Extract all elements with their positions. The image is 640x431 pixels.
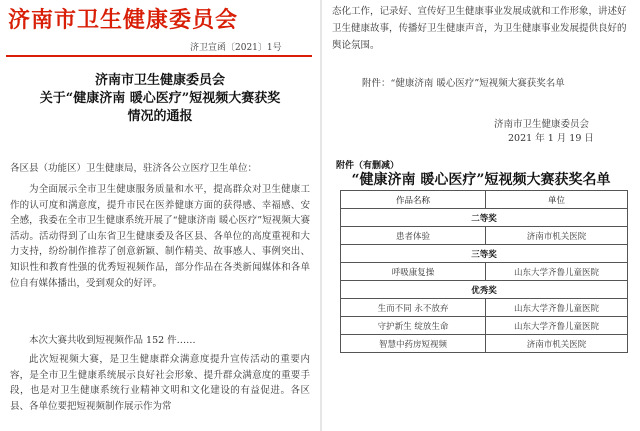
unit-name: 山东大学齐鲁儿童医院: [486, 263, 628, 281]
annex-title: “健康济南 暖心医疗”短视频大赛获奖名单: [351, 172, 611, 188]
doc-title-line2: 关于“健康济南 暖心医疗”短视频大赛获奖: [39, 91, 281, 106]
body-paragraph-1: 为全面展示全市卫生健康服务质量和水平，提高群众对卫生健康工作的认可度和满意度，提升市民在医养健康方面的获得感、幸福感、安全感，我委在全市卫生健康系统开展了“健康济南 暖心医疗”短视频大赛活动。活动得到了山东省卫生健康委及各区县、各单位的高度重视和大力支持，纷纷制作推荐了创意新颖、制作精美、故事感人、事例突出、知识性和教育性强的优秀短视频作品，部分作品在各类新闻媒体和各单位自有媒体播出，受到观众的好评。: [10, 184, 310, 289]
award-group-row: [341, 281, 628, 299]
body-paragraph-2: 本次大赛共收到短视频作品 152 件……: [29, 335, 196, 346]
attachment-note: 附件：“健康济南 暖心医疗”短视频大赛获奖名单: [362, 78, 565, 89]
award-group-row: [341, 209, 628, 227]
addressee: 各区县（功能区）卫生健康局，驻济各公立医疗卫生单位：: [10, 163, 258, 174]
unit-name: 山东大学齐鲁儿童医院: [486, 317, 628, 335]
document-number: 济卫宣函〔2021〕1号: [190, 43, 282, 53]
doc-title-line1: 济南市卫生健康委员会: [94, 73, 225, 88]
signature-date: 2021 年 1 月 19 日: [508, 133, 594, 144]
table-row: [341, 335, 628, 353]
unit-name: 济南市机关医院: [486, 227, 628, 245]
unit-name: 山东大学齐鲁儿童医院: [486, 299, 628, 317]
work-name: 生而不同 永不放弃: [341, 299, 486, 317]
work-name: 患者体验: [341, 227, 486, 245]
header-unit: 单位: [486, 191, 628, 209]
doc-title-line3: 情况的通报: [127, 109, 193, 124]
work-name: 呼吸康复操: [341, 263, 486, 281]
award-group-row: [341, 245, 628, 263]
header-title: 济南市卫生健康委员会: [8, 7, 239, 33]
body-paragraph-3: 此次短视频大赛，是卫生健康群众满意度提升宣传活动的重要内容，是全市卫生健康系统展示良好社会形象、提升群众满意度的重要手段，也是对卫生健康系统行业精神文明和文化建设的有益促进。各区县、各单位要把短视频制作展示作为常: [10, 354, 310, 412]
table-row: [341, 317, 628, 335]
body-paragraph-continued: 态化工作，记录好、宣传好卫生健康事业发展成就和工作形象，讲述好卫生健康故事，传播好卫生健康声音，为卫生健康事业发展提供良好的舆论氛围。: [332, 6, 627, 51]
annex-label: 附件（有删减）: [336, 161, 400, 171]
award-level: 二等奖: [341, 209, 628, 227]
red-divider-line: [6, 55, 312, 57]
table-row: [341, 263, 628, 281]
unit-name: 济南市机关医院: [486, 335, 628, 353]
header-work-name: 作品名称: [341, 191, 486, 209]
right-page: [322, 0, 640, 431]
award-level: 三等奖: [341, 245, 628, 263]
work-name: 守护新生 绽放生命: [341, 317, 486, 335]
work-name: 智慧中药房短视频: [341, 335, 486, 353]
signature-org: 济南市卫生健康委员会: [494, 119, 590, 130]
table-header-row: [341, 191, 628, 209]
table-row: [341, 299, 628, 317]
table-row: [341, 227, 628, 245]
award-level: 优秀奖: [341, 281, 628, 299]
award-table: [340, 190, 628, 353]
